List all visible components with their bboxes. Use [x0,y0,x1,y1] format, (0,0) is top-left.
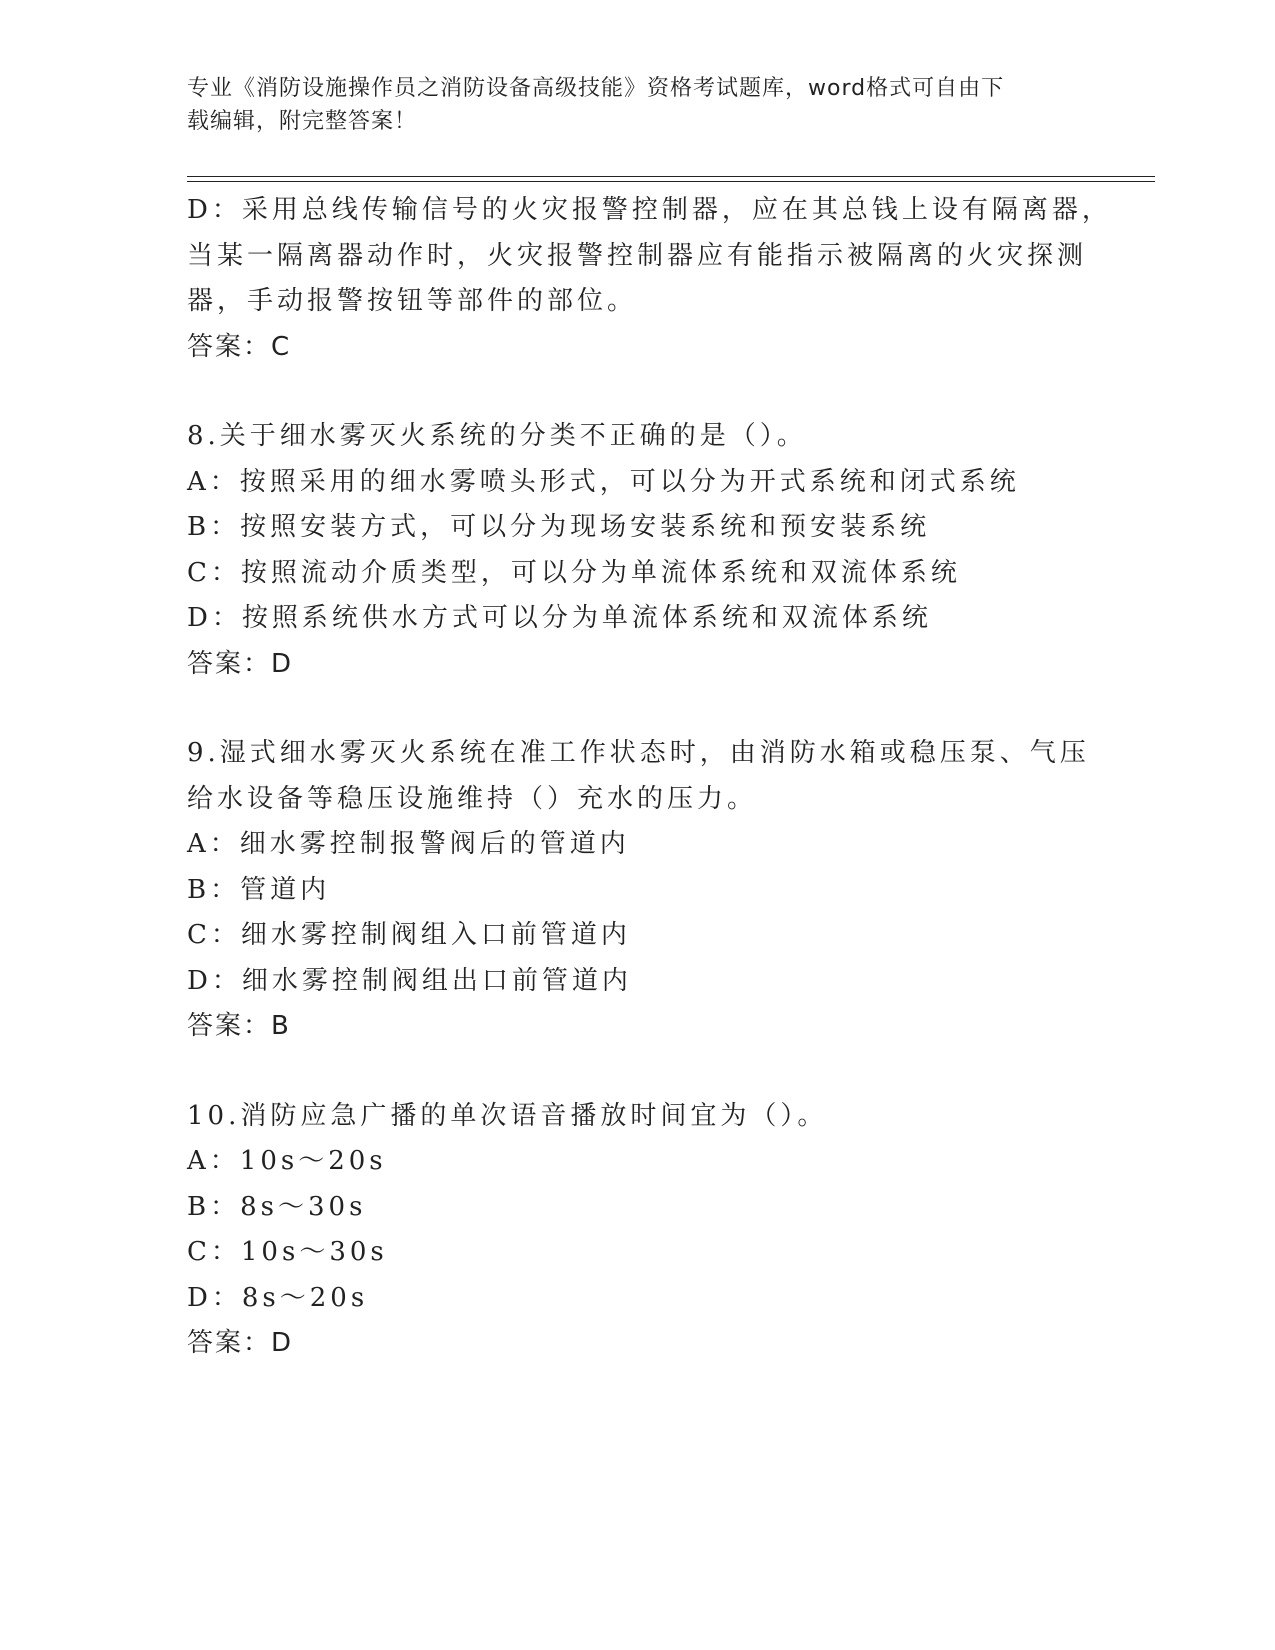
header-divider-top [187,176,1155,177]
question-stem: 10.消防应急广播的单次语音播放时间宜为（）。 [187,1100,828,1131]
question-stem: 9.湿式细水雾灭火系统在准工作状态时，由消防水箱或稳压泵、气压 [187,738,1090,768]
option-a: A：按照采用的细水雾喷头形式，可以分为开式系统和闭式系统 [187,466,1020,497]
spacer [187,1050,1087,1094]
spacer [187,687,1087,731]
header-divider-bottom [187,181,1155,182]
option-c: C：细水雾控制阀组入口前管道内 [187,920,631,950]
answer-line: 答案：C [187,331,292,362]
option-a: A：细水雾控制报警阀后的管道内 [187,829,630,859]
document-header [187,72,1087,138]
header-line-1: 专业《消防设施操作员之消防设备高级技能》资格考试题库，word格式可自由下 [187,76,1005,101]
option-d-line: 当某一隔离器动作时，火灾报警控制器应有能指示被隔离的火灾探测 [187,240,1088,271]
continued-question [187,188,1112,370]
option-c: C：按照流动介质类型，可以分为单流体系统和双流体系统 [187,557,961,588]
answer-line: 答案：D [187,1328,294,1358]
header-line-2: 载编辑，附完整答案！ [187,109,418,134]
option-d: D：细水雾控制阀组出口前管道内 [187,965,632,996]
answer-line: 答案：B [187,1011,291,1041]
option-d-line: 器，手动报警按钮等部件的部位。 [187,286,638,316]
answer-line: 答案：D [187,648,294,679]
option-b: B：8s～30s [187,1191,367,1222]
spacer [187,370,1087,414]
option-b: B：按照安装方式，可以分为现场安装系统和预安装系统 [187,512,931,542]
option-d: D：按照系统供水方式可以分为单流体系统和双流体系统 [187,603,932,633]
option-c: C：10s～30s [187,1237,388,1267]
option-b: B：管道内 [187,874,331,905]
question-9 [187,731,1090,1050]
question-stem: 8.关于细水雾灭火系统的分类不正确的是（）。 [187,421,807,451]
option-a: A：10s～20s [187,1146,387,1176]
question-body [187,188,1112,1367]
option-d: D：8s～20s [187,1282,369,1313]
option-d-line: D：采用总线传输信号的火灾报警控制器，应在其总钱上设有隔离器， [187,195,1112,225]
question-stem: 给水设备等稳压设施维持（）充水的压力。 [187,783,758,814]
question-8 [187,414,1087,687]
question-10 [187,1094,1087,1367]
